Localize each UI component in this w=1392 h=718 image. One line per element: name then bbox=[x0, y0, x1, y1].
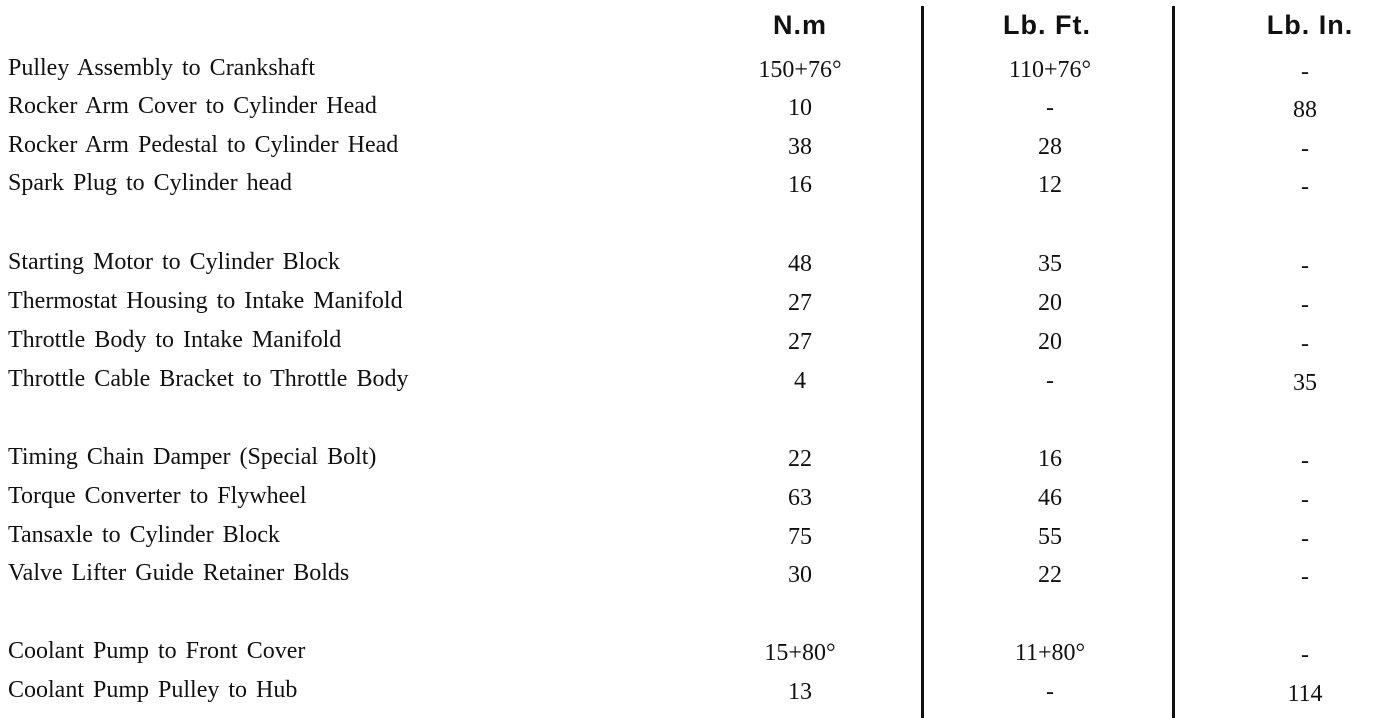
row-label: Rocker Arm Cover to Cylinder Head bbox=[8, 93, 377, 119]
row-label: Torque Converter to Flywheel bbox=[8, 483, 307, 509]
value-lbft: 22 bbox=[1038, 562, 1062, 588]
row-label: Valve Lifter Guide Retainer Bolds bbox=[8, 560, 350, 586]
column-header-lbft: Lb. Ft. bbox=[1003, 10, 1091, 40]
table-row bbox=[0, 93, 1392, 131]
row-label: Throttle Body to Intake Manifold bbox=[8, 327, 342, 353]
value-nm: 15+80° bbox=[764, 640, 836, 666]
value-nm: 38 bbox=[788, 134, 812, 160]
row-label: Coolant Pump Pulley to Hub bbox=[8, 677, 298, 703]
value-lbin: 114 bbox=[1287, 681, 1323, 707]
value-lbin: - bbox=[1301, 174, 1309, 200]
value-lbft: 110+76° bbox=[1008, 57, 1092, 83]
value-nm: 10 bbox=[788, 95, 812, 121]
row-label: Spark Plug to Cylinder head bbox=[8, 170, 292, 196]
table-row bbox=[0, 483, 1392, 521]
value-lbft: 16 bbox=[1038, 446, 1062, 472]
row-label: Throttle Cable Bracket to Throttle Body bbox=[8, 366, 409, 392]
value-lbft: 20 bbox=[1038, 290, 1062, 316]
value-nm: 13 bbox=[788, 679, 812, 705]
value-lbin: - bbox=[1301, 253, 1309, 279]
value-lbin: 88 bbox=[1293, 97, 1317, 123]
value-nm: 48 bbox=[788, 251, 812, 277]
value-nm: 30 bbox=[788, 562, 812, 588]
value-lbin: - bbox=[1301, 59, 1309, 85]
row-label: Timing Chain Damper (Special Bolt) bbox=[8, 444, 377, 470]
value-lbft: 28 bbox=[1038, 134, 1062, 160]
row-label: Pulley Assembly to Crankshaft bbox=[8, 55, 315, 81]
value-nm: 150+76° bbox=[758, 57, 842, 83]
value-lbft: 11+80° bbox=[1014, 640, 1086, 666]
table-row bbox=[0, 132, 1392, 170]
table-row bbox=[0, 366, 1392, 404]
row-label: Starting Motor to Cylinder Block bbox=[8, 249, 340, 275]
value-lbin: - bbox=[1301, 292, 1309, 318]
value-lbft: 35 bbox=[1038, 251, 1062, 277]
table-row bbox=[0, 677, 1392, 715]
value-lbft: - bbox=[1046, 368, 1054, 394]
value-lbin: - bbox=[1301, 564, 1309, 590]
column-header-nm: N.m bbox=[772, 10, 827, 40]
value-lbin: - bbox=[1301, 331, 1309, 357]
value-lbft: 46 bbox=[1038, 485, 1062, 511]
value-lbft: - bbox=[1046, 679, 1054, 705]
table-row bbox=[0, 560, 1392, 598]
table-row bbox=[0, 522, 1392, 560]
value-lbft: 55 bbox=[1038, 524, 1062, 550]
value-nm: 4 bbox=[794, 368, 806, 394]
row-label: Rocker Arm Pedestal to Cylinder Head bbox=[8, 132, 399, 158]
table-row bbox=[0, 170, 1392, 208]
value-nm: 63 bbox=[788, 485, 812, 511]
table-row bbox=[0, 249, 1392, 287]
table-row bbox=[0, 444, 1392, 482]
value-nm: 22 bbox=[788, 446, 812, 472]
column-header-lbin: Lb. In. bbox=[1266, 10, 1354, 40]
value-nm: 27 bbox=[788, 329, 812, 355]
value-nm: 16 bbox=[788, 172, 812, 198]
value-lbft: - bbox=[1046, 95, 1054, 121]
value-lbft: 12 bbox=[1038, 172, 1062, 198]
table-row bbox=[0, 55, 1392, 93]
value-lbin: - bbox=[1301, 448, 1309, 474]
row-label: Coolant Pump to Front Cover bbox=[8, 638, 306, 664]
value-lbin: - bbox=[1301, 136, 1309, 162]
row-label: Thermostat Housing to Intake Manifold bbox=[8, 288, 403, 314]
value-lbft: 20 bbox=[1038, 329, 1062, 355]
value-lbin: - bbox=[1301, 526, 1309, 552]
value-lbin: 35 bbox=[1293, 370, 1317, 396]
value-nm: 27 bbox=[788, 290, 812, 316]
row-label: Tansaxle to Cylinder Block bbox=[8, 522, 280, 548]
table-row bbox=[0, 638, 1392, 676]
value-lbin: - bbox=[1301, 642, 1309, 668]
table-row bbox=[0, 327, 1392, 365]
table-row bbox=[0, 288, 1392, 326]
value-nm: 75 bbox=[788, 524, 812, 550]
value-lbin: - bbox=[1301, 487, 1309, 513]
